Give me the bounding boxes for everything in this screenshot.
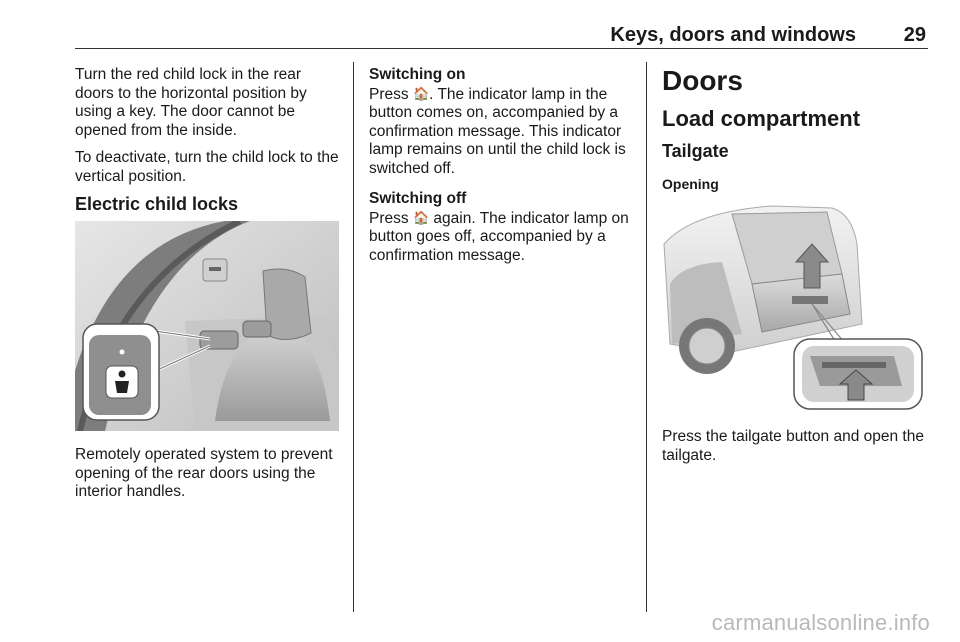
minor-heading: Opening (662, 175, 719, 192)
column-left (75, 66, 343, 226)
instruction-text: again. The indicator lamp on button goes off, accompanied by a confirmation message. (369, 209, 629, 264)
instruction-text: . The indicator lamp in the button comes on, accompanied by a confirmation message. This indicator lamp remains on until the child lock is switched off. (369, 85, 626, 177)
child-lock-icon: 🏠 (412, 85, 430, 101)
figure-caption-block (662, 428, 930, 474)
child-lock-icon: 🏠 (412, 209, 430, 225)
chapter-heading: Doors (662, 65, 743, 96)
instruction-prefix: Press (369, 85, 409, 103)
subheading-switching-off: Switching off (369, 190, 467, 207)
section-heading: Load compartment (662, 106, 861, 131)
subsection-heading: Tailgate (662, 141, 729, 161)
paragraph: Turn the red child lock in the rear doors to the horizontal position by using a key. The door cannot be opened from the inside. (75, 66, 307, 139)
instruction-prefix: Press (369, 209, 409, 227)
page-number: 29 (903, 24, 926, 46)
section-title: Keys, doors and windows (610, 24, 856, 46)
watermark: carmanualsonline.info (711, 610, 930, 635)
tailgate-illustration (662, 204, 926, 412)
child-lock-illustration (75, 221, 339, 431)
column-divider (353, 62, 354, 612)
column-middle (369, 66, 635, 274)
figure-caption-block (75, 446, 343, 511)
column-divider (646, 62, 647, 612)
page-header (75, 22, 928, 49)
section-heading: Electric child locks (75, 194, 239, 214)
column-right (662, 66, 928, 193)
paragraph: To deactivate, turn the child lock to the vertical position. (75, 149, 339, 185)
figure-caption: Remotely operated system to prevent opening of the rear doors using the interior handles. (75, 446, 333, 500)
figure-caption: Press the tailgate button and open the tailgate. (662, 428, 924, 464)
subheading-switching-on: Switching on (369, 66, 466, 83)
